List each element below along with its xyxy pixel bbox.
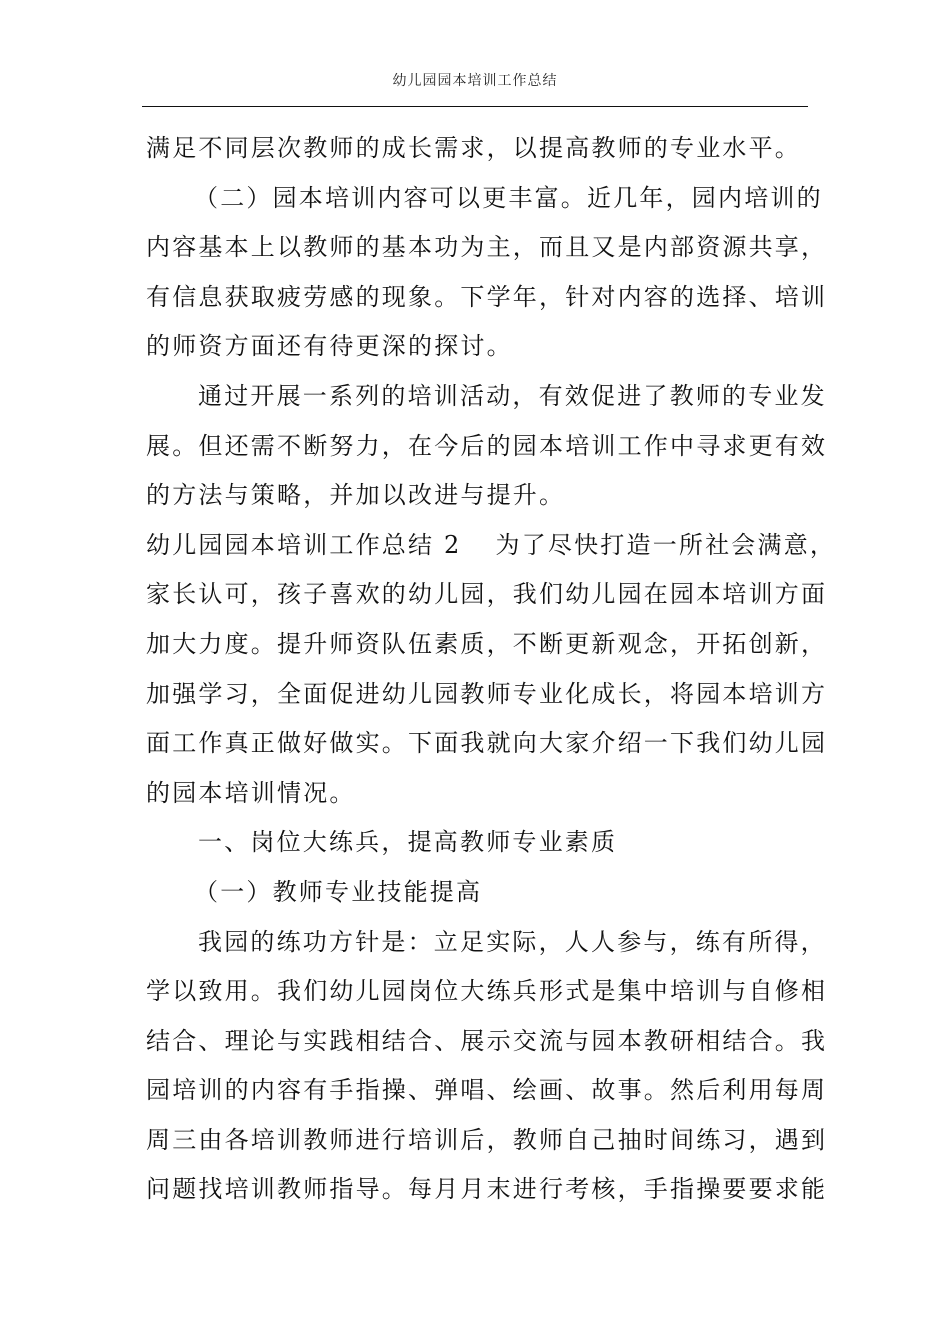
running-header: 幼儿园园本培训工作总结 xyxy=(392,73,558,89)
text-line: 的方法与策略，并加以改进与提升。 xyxy=(146,481,566,510)
text-line: 通过开展一系列的培训活动，有效促进了教师的专业发 xyxy=(198,381,827,410)
text-line: 园培训的内容有手指操、弹唱、绘画、故事。然后利用每周 xyxy=(146,1076,828,1105)
document-body xyxy=(146,124,837,1215)
heading-line: 一、岗位大练兵，提高教师专业素质 xyxy=(198,828,618,857)
text-line: 满足不同层次教师的成长需求，以提高教师的专业水平。 xyxy=(146,134,801,162)
text-line: 面工作真正做好做实。下面我就向大家介绍一下我们幼儿园 xyxy=(146,729,828,758)
text-line: 问题找培训教师指导。每月月末进行考核，手指操要要求能 xyxy=(146,1175,828,1204)
text-line: 我园的练功方针是：立足实际，人人参与，练有所得， xyxy=(198,927,827,956)
text-line: 有信息获取疲劳感的现象。下学年，针对内容的选择、培训 xyxy=(146,282,828,311)
section-title-line xyxy=(146,521,837,571)
text-line: 展。但还需不断努力，在今后的园本培训工作中寻求更有效 xyxy=(146,431,828,460)
text-line: 的园本培训情况。 xyxy=(146,778,356,807)
text-line: 周三由各培训教师进行培训后，教师自己抽时间练习，遇到 xyxy=(146,1125,828,1154)
header-rule xyxy=(142,106,808,107)
text-line: 学以致用。我们幼儿园岗位大练兵形式是集中培训与自修相 xyxy=(146,977,828,1006)
text-line: 结合、理论与实践相结合、展示交流与园本教研相结合。我 xyxy=(146,1026,828,1055)
section-title: 幼儿园园本培训工作总结 2 xyxy=(146,530,462,559)
text-line: 家长认可，孩子喜欢的幼儿园，我们幼儿园在园本培训方面 xyxy=(146,580,828,609)
text-line: 加强学习，全面促进幼儿园教师专业化成长，将园本培训方 xyxy=(146,679,828,708)
subheading-line: （一）教师专业技能提高 xyxy=(194,877,483,906)
text-line: 的师资方面还有待更深的探讨。 xyxy=(146,332,513,361)
text-line: 为了尽快打造一所社会满意， xyxy=(495,530,837,559)
text-line: （二）园本培训内容可以更丰富。近几年，园内培训的 xyxy=(194,183,823,212)
text-line: 加大力度。提升师资队伍素质，不断更新观念，开拓创新， xyxy=(146,629,828,658)
text-line: 内容基本上以教师的基本功为主，而且又是内部资源共享， xyxy=(146,233,828,262)
